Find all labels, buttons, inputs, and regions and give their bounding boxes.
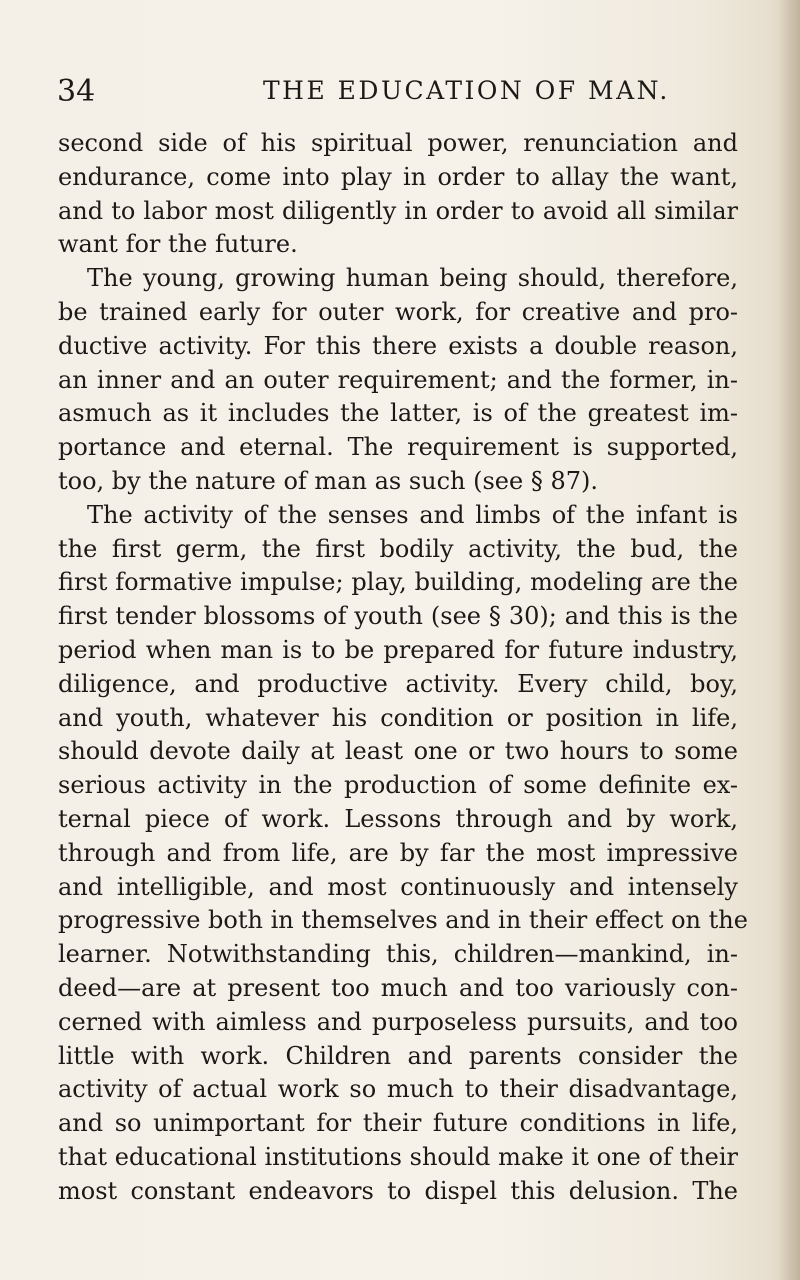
text-line: and intelligible, and most continuously and intensely [58, 872, 738, 901]
text-line: most constant endeavors to dispel this delusion. The [58, 1176, 738, 1205]
text-line: through and from life, are by far the most impressive [58, 838, 738, 867]
text-line: diligence, and productive activity. Every child, boy, [58, 669, 738, 698]
text-line: and youth, whatever his condition or position in life, [58, 703, 738, 732]
text-line: and to labor most diligently in order to avoid all similar [58, 196, 738, 225]
text-line: asmuch as it includes the latter, is of the greatest im- [58, 399, 738, 428]
text-line: and so unimportant for their future conditions in life, [58, 1109, 738, 1138]
text-line: first formative impulse; play, building, modeling are the [58, 568, 738, 597]
text-line: endurance, come into play in order to allay the want, [58, 162, 738, 191]
text-line: learner. Notwithstanding this, children—mankind, in- [58, 940, 738, 969]
text-line: ductive activity. For this there exists a double reason, [58, 331, 738, 360]
page-number: 34 [57, 74, 96, 109]
text-line: an inner and an outer requirement; and the former, in- [58, 365, 738, 394]
text-line: first tender blossoms of youth (see § 30); and this is the [58, 602, 738, 631]
page-edge-shadow [778, 0, 800, 1280]
text-line: activity of actual work so much to their disadvantage, [58, 1075, 738, 1104]
text-line: second side of his spiritual power, renunciation and [58, 129, 738, 157]
text-line: ternal piece of work. Lessons through and by work, [58, 804, 738, 833]
text-line: progressive both in themselves and in their effect on the [58, 906, 748, 935]
text-line: the first germ, the first bodily activity, the bud, the [58, 534, 738, 563]
text-line: deed—are at present too much and too variously con- [58, 973, 738, 1002]
text-line: should devote daily at least one or two hours to some [58, 737, 738, 766]
text-line: The young, growing human being should, therefore, [87, 264, 738, 293]
text-line: too, by the nature of man as such (see § 87). [58, 466, 598, 495]
text-line: The activity of the senses and limbs of the infant is [87, 500, 738, 529]
text-line: serious activity in the production of some definite ex- [58, 771, 738, 800]
text-line: period when man is to be prepared for future industry, [58, 635, 738, 664]
body-text [58, 127, 748, 1209]
running-head: THE EDUCATION OF MAN. [263, 76, 670, 105]
text-line: be trained early for outer work, for creative and pro- [58, 297, 738, 326]
text-line: cerned with aimless and purposeless pursuits, and too [58, 1007, 738, 1036]
text-line: portance and eternal. The requirement is supported, [58, 433, 738, 462]
text-line: little with work. Children and parents consider the [58, 1041, 738, 1070]
page-header [0, 0, 800, 130]
text-line: that educational institutions should make it one of their [58, 1142, 738, 1171]
text-line: want for the future. [58, 230, 298, 259]
